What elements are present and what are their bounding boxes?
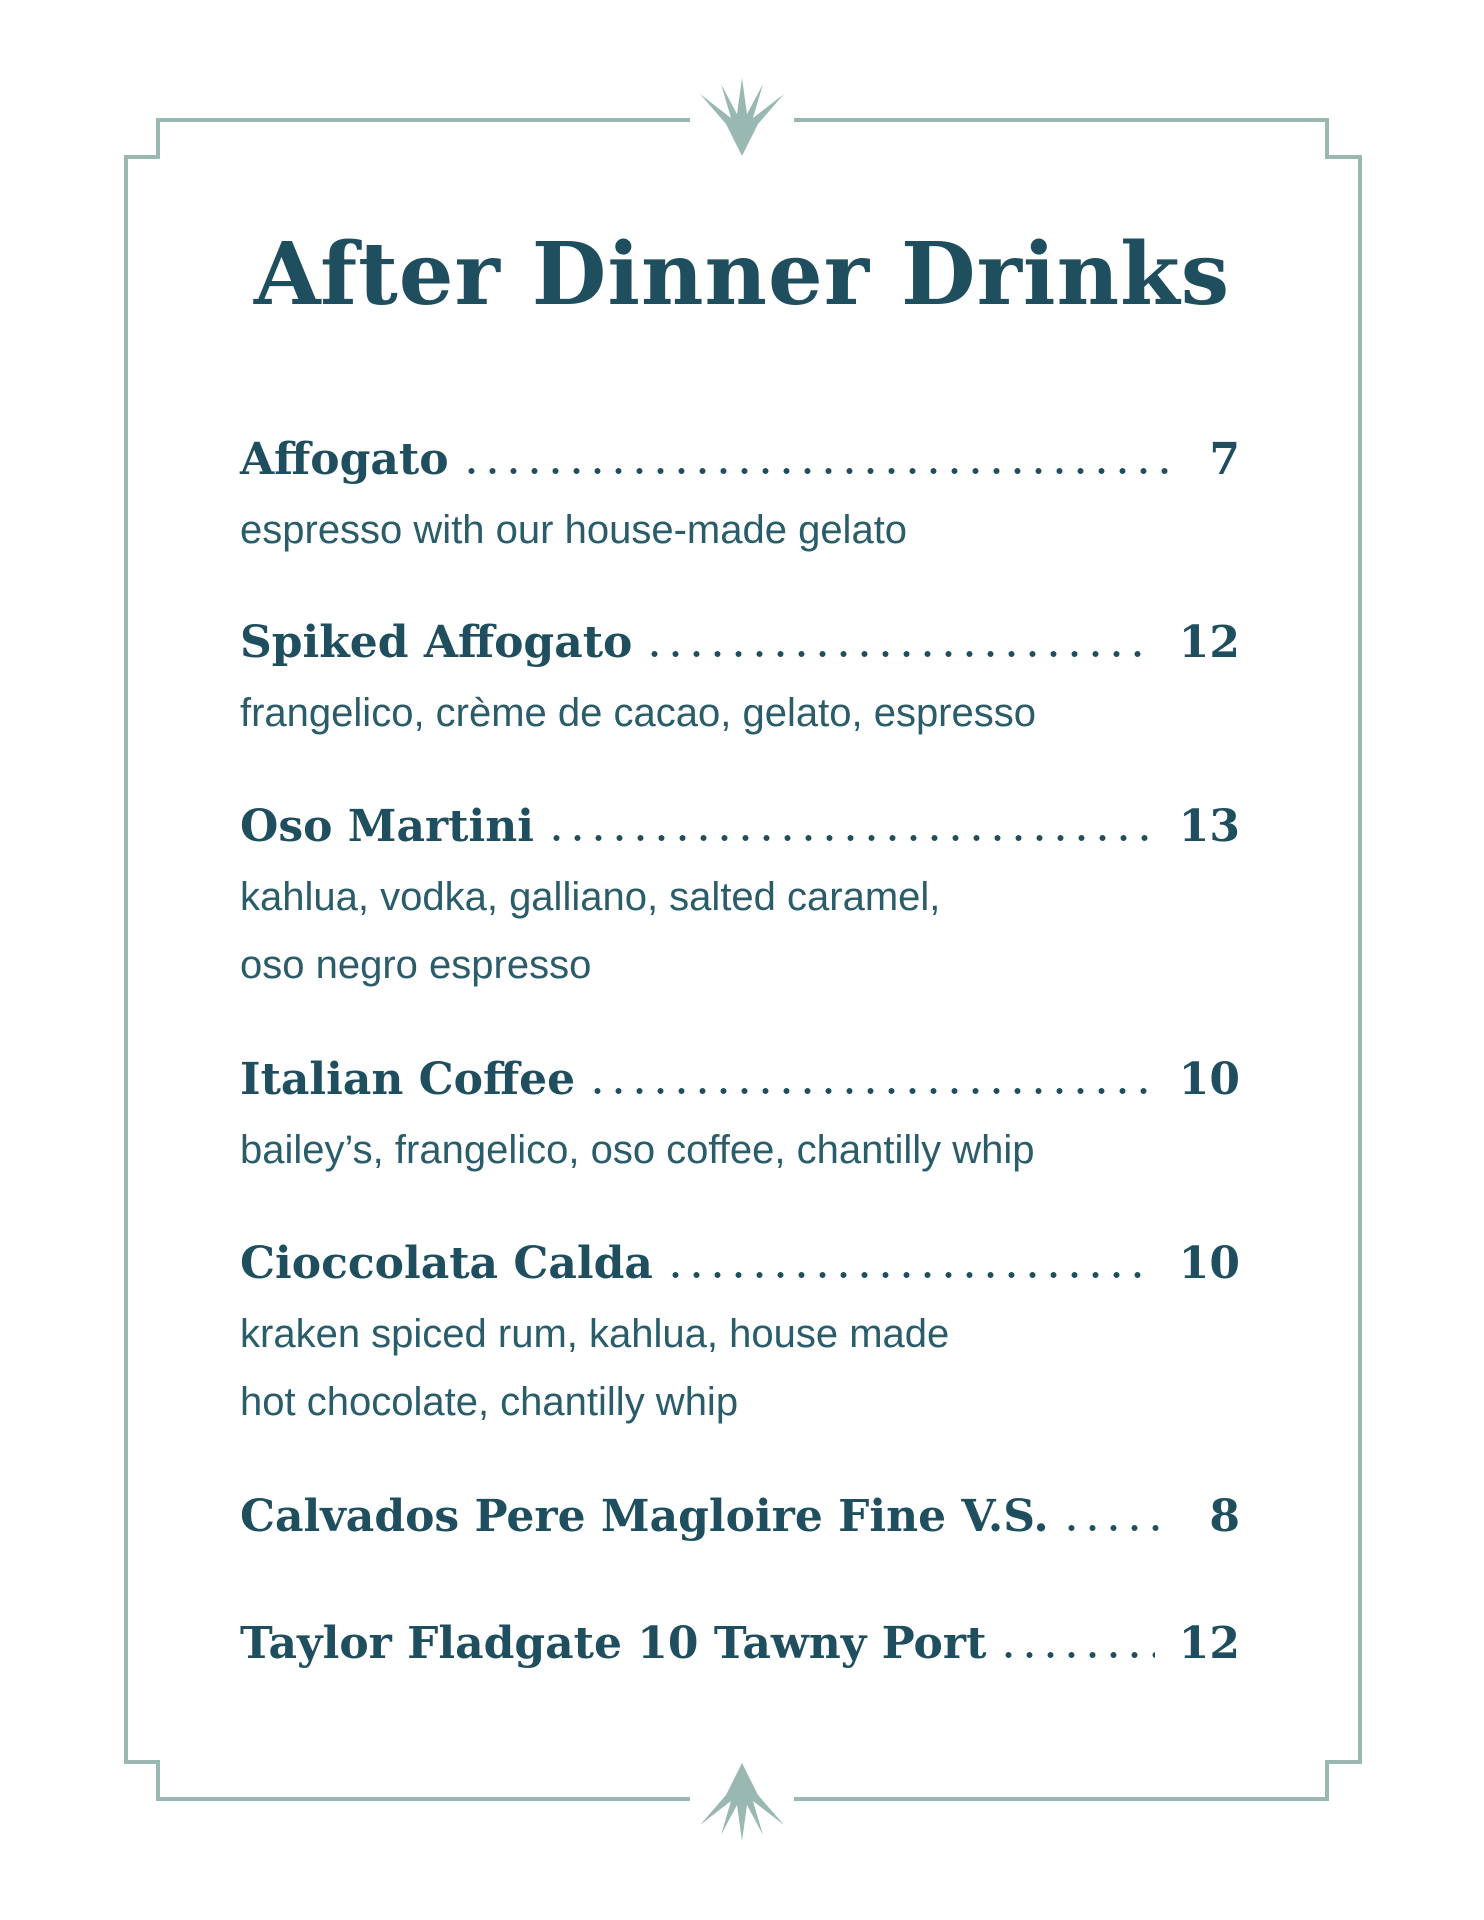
bottom-ornament-icon <box>690 1763 794 1841</box>
menu-item-spiked-affogato <box>240 613 1240 747</box>
item-description <box>240 1116 1240 1184</box>
item-name: Oso Martini <box>240 801 534 852</box>
item-header <box>240 430 1240 490</box>
item-header <box>240 613 1240 673</box>
item-name: Calvados Pere Magloire Fine V.S. <box>240 1491 1049 1542</box>
item-header <box>240 1487 1240 1547</box>
dot-leader <box>998 1652 1154 1658</box>
item-name: Affogato <box>240 434 449 485</box>
description-line: hot chocolate, chantilly whip <box>240 1380 739 1424</box>
dot-leader <box>587 1088 1155 1094</box>
item-header <box>240 797 1240 857</box>
item-name: Italian Coffee <box>240 1054 576 1105</box>
description-line: bailey’s, frangelico, oso coffee, chantilly whip <box>240 1128 1035 1172</box>
item-name: Spiked Affogato <box>240 617 633 668</box>
dot-leader <box>644 651 1154 657</box>
dot-leader <box>1061 1525 1168 1531</box>
dot-leader <box>461 468 1168 474</box>
item-name: Cioccolata Calda <box>240 1238 653 1289</box>
item-price: 12 <box>1178 617 1240 668</box>
item-price: 13 <box>1178 801 1240 852</box>
item-header <box>240 1050 1240 1110</box>
description-line: oso negro espresso <box>240 943 592 987</box>
item-header <box>240 1234 1240 1294</box>
description-line: kraken spiced rum, kahlua, house made <box>240 1312 950 1356</box>
item-price: 10 <box>1178 1054 1240 1105</box>
item-name: Taylor Fladgate 10 Tawny Port <box>240 1618 987 1669</box>
menu-item-affogato <box>240 430 1240 564</box>
menu-item-oso-martini <box>240 797 1240 999</box>
menu-item-italian-coffee <box>240 1050 1240 1184</box>
item-description <box>240 679 1240 747</box>
menu-item-calvados <box>240 1487 1240 1547</box>
dot-leader <box>546 835 1155 841</box>
item-price: 10 <box>1178 1238 1240 1289</box>
dot-leader <box>665 1272 1155 1278</box>
menu-item-tawny-port <box>240 1614 1240 1674</box>
item-price: 8 <box>1209 1491 1240 1542</box>
item-price: 7 <box>1209 434 1240 485</box>
item-header <box>240 1614 1240 1674</box>
item-description <box>240 496 1240 564</box>
description-line: frangelico, crème de cacao, gelato, espresso <box>240 691 1036 735</box>
item-description <box>240 1300 1240 1436</box>
item-description <box>240 863 1240 999</box>
description-line: kahlua, vodka, galliano, salted caramel, <box>240 875 941 919</box>
menu-title: After Dinner Drinks <box>253 224 1231 325</box>
menu-item-cioccolata-calda <box>240 1234 1240 1436</box>
item-price: 12 <box>1178 1618 1240 1669</box>
top-ornament-icon <box>690 78 794 156</box>
description-line: espresso with our house-made gelato <box>240 508 908 552</box>
